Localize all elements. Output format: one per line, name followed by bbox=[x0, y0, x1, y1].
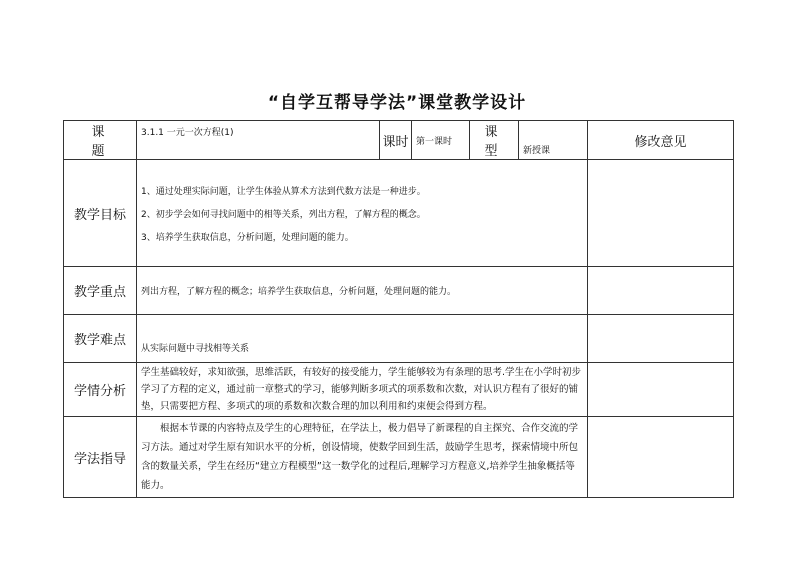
learning-method-row bbox=[64, 417, 734, 498]
difficulties-label: 教学难点 bbox=[64, 315, 137, 363]
student-analysis-text: 学生基础较好，求知欲强，思维活跃，有较好的接受能力，学生能够较为有条理的思考.学生在小学时初步学习了方程的定义，通过前一章整式的学习，能够判断多项式的项系数和次数，对认识方程有了很好的铺垫，只需要把方程、多项式的项的系数和次数合理的加以利用和约束便会得到方程。 bbox=[137, 363, 588, 417]
period-value: 第一课时 bbox=[412, 121, 470, 160]
learning-method-text: 根据本节课的内容特点及学生的心理特征，在学法上，极力倡导了新课程的自主探究、合作交流的学习方法。通过对学生原有知识水平的分析，创设情境，使数学回到生活，鼓励学生思考，探索情境中所包含的数量关系，学生在经历“建立方程模型”这一数学化的过程后,理解学习方程意义,培养学生抽象概括等能力。 bbox=[137, 417, 588, 498]
objectives-list bbox=[137, 160, 588, 267]
learning-method-label: 学法指导 bbox=[64, 417, 137, 498]
key-points-row bbox=[64, 267, 734, 315]
period-label: 课时 bbox=[380, 121, 412, 160]
revision-label: 修改意见 bbox=[588, 121, 734, 160]
type-label: 课 型 bbox=[470, 121, 519, 160]
objective-item: 3、培养学生获取信息，分析问题，处理问题的能力。 bbox=[141, 232, 354, 243]
objective-item: 2、初步学会如何寻找问题中的相等关系，列出方程，了解方程的概念。 bbox=[141, 209, 426, 220]
learning-method-revision-cell bbox=[588, 417, 734, 498]
objectives-row bbox=[64, 160, 734, 267]
student-analysis-row bbox=[64, 363, 734, 417]
topic-value: 3.1.1 一元一次方程(1) bbox=[137, 121, 380, 160]
difficulties-row bbox=[64, 315, 734, 363]
objectives-label: 教学目标 bbox=[64, 160, 137, 267]
objective-item: 1、通过处理实际问题，让学生体验从算术方法到代数方法是一种进步。 bbox=[141, 186, 426, 197]
key-points-text: 列出方程，了解方程的概念；培养学生获取信息，分析问题，处理问题的能力。 bbox=[137, 267, 588, 315]
lesson-plan-table bbox=[63, 120, 734, 498]
student-analysis-revision-cell bbox=[588, 363, 734, 417]
key-points-revision-cell bbox=[588, 267, 734, 315]
difficulties-revision-cell bbox=[588, 315, 734, 363]
student-analysis-label: 学情分析 bbox=[64, 363, 137, 417]
topic-label: 课 题 bbox=[64, 121, 137, 160]
objectives-revision-cell bbox=[588, 160, 734, 267]
difficulties-text: 从实际问题中寻找相等关系 bbox=[137, 315, 588, 363]
type-value: 新授课 bbox=[519, 121, 588, 160]
header-row bbox=[64, 121, 734, 160]
page-title: “自学互帮导学法”课堂教学设计 bbox=[267, 93, 527, 113]
key-points-label: 教学重点 bbox=[64, 267, 137, 315]
